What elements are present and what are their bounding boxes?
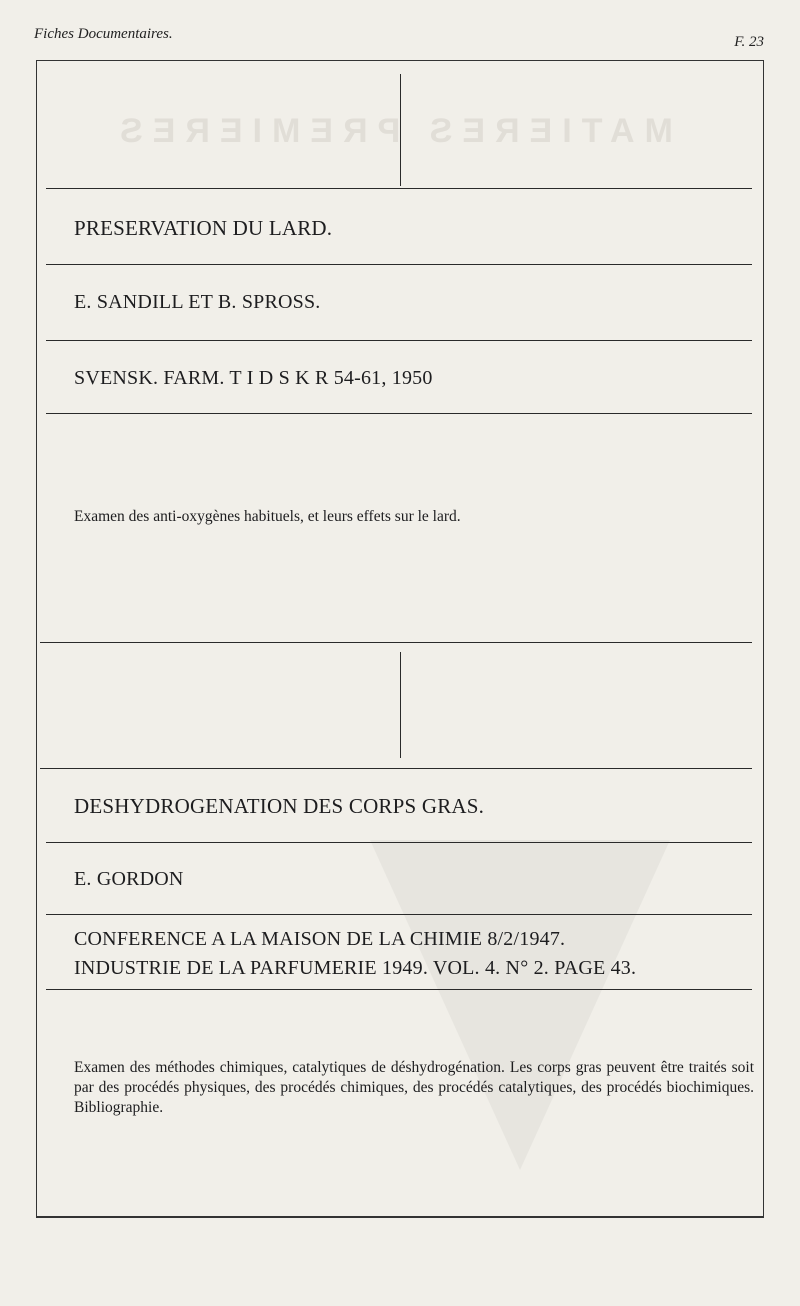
- page-header: [34, 26, 764, 50]
- rule: [46, 914, 752, 915]
- rule: [46, 842, 752, 843]
- card2-source-line2: INDUSTRIE DE LA PARFUMERIE 1949. VOL. 4. N° 2. PAGE 43.: [74, 957, 637, 979]
- card1-title: PRESERVATION DU LARD.: [74, 216, 333, 240]
- card2-abstract: Examen des méthodes chimiques, catalytiques de déshydrogénation. Les corps gras peuvent être traités soit par des procédés physiques, des procédés chimiques, des procédés catalytiques, des procédés biochimiques. Bibliographie.: [74, 1059, 754, 1116]
- rule: [46, 413, 752, 414]
- card1-source: SVENSK. FARM. T I D S K R 54-61, 1950: [74, 367, 433, 389]
- page-reference: F. 23: [734, 34, 764, 50]
- rule: [46, 340, 752, 341]
- card2-title: DESHYDROGENATION DES CORPS GRAS.: [74, 794, 485, 818]
- rule: [46, 188, 752, 189]
- card2-authors: E. GORDON: [74, 868, 184, 890]
- classification-divider: [400, 74, 401, 186]
- classification-divider: [400, 652, 401, 758]
- series-label: Fiches Documentaires.: [34, 26, 173, 42]
- rule: [46, 264, 752, 265]
- rule: [40, 768, 752, 769]
- card2-source-line1: CONFERENCE A LA MAISON DE LA CHIMIE 8/2/1947.: [74, 928, 566, 950]
- card1-authors: E. SANDILL ET B. SPROSS.: [74, 291, 321, 313]
- show-through-text: MATIERES PREMIERES: [110, 112, 673, 150]
- card-separator: [40, 642, 752, 643]
- card1-abstract: Examen des anti-oxygènes habituels, et leurs effets sur le lard.: [74, 508, 461, 525]
- rule: [46, 989, 752, 990]
